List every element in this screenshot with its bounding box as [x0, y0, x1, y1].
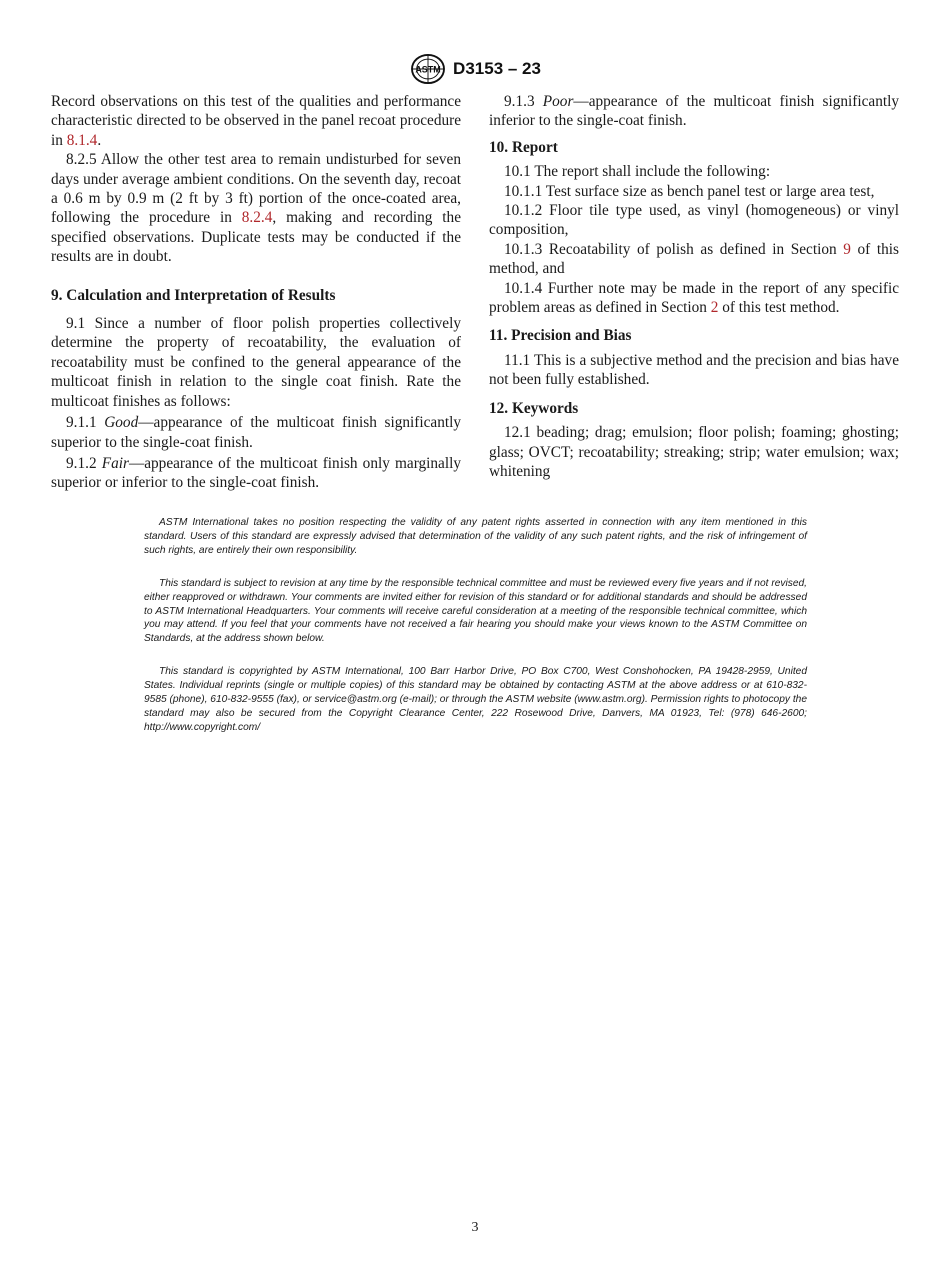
- revision-notice: This standard is subject to revision at any time by the responsible technical committee and must be reviewed every five years and if not revised, either reapproved or withdrawn. Your comments are invited either for revision of this standard or for additional standards and should be addressed to ASTM International Headquarters. Your comments will receive careful consideration at a meeting of the responsible technical committee, which you may attend. If you feel that your comments have not received a fair hearing you should make your views known to the ASTM Committee on Standards, at the address shown below.: [144, 577, 807, 645]
- section-10-heading: 10. Report: [489, 138, 558, 156]
- section-9-heading: 9. Calculation and Interpretation of Results: [51, 286, 336, 304]
- paragraph-10-1: 10.1 The report shall include the following:: [504, 163, 771, 181]
- paragraph-10-1-4: 10.1.4 Further note may be made in the report of any specific problem areas as defined in Section 2 of this test method.: [489, 279, 899, 317]
- astm-logo-icon: [409, 53, 447, 85]
- left-column: [51, 92, 461, 493]
- page-number: 3: [471, 1220, 479, 1235]
- paragraph-9-1-3: 9.1.3 Poor—appearance of the multicoat finish significantly inferior to the single-coat finish.: [489, 93, 899, 130]
- paragraph-11-1: 11.1 This is a subjective method and the precision and bias have not been fully established.: [489, 351, 899, 389]
- ref-link-section-2[interactable]: 2: [710, 299, 719, 317]
- paragraph-9-1-1: 9.1.1 Good—appearance of the multicoat finish significantly superior to the single-coat finish.: [51, 414, 461, 451]
- paragraph-10-1-3: 10.1.3 Recoatability of polish as defined in Section 9 of this method, and: [489, 240, 899, 278]
- copyright-notice: This standard is copyrighted by ASTM International, 100 Barr Harbor Drive, PO Box C700, West Conshohocken, PA 19428-2959, United States. Individual reprints (single or multiple copies) of this standard may be obtained by contacting ASTM at the above address or at 610-832-9585 (phone), 610-832-9555 (fax), or service@astm.org (e-mail); or through the ASTM website (www.astm.org). Permission rights to photocopy the standard may also be secured from the Copyright Clearance Center, 222 Rosewood Drive, Danvers, MA 01923, Tel: (978) 646-2600; http://www.copyright.com/: [144, 666, 807, 733]
- paragraph-9-1: 9.1 Since a number of floor polish properties collectively determine the property of recoatability, the evaluation of recoatability must be confined to the general appearance of the multicoat finish in relation to the single coat finish. Rate the multicoat finishes as follows:: [51, 315, 461, 410]
- svg-text:ASTM: ASTM: [415, 64, 441, 75]
- paragraph-9-1-2: 9.1.2 Fair—appearance of the multicoat finish only marginally superior or inferior to the single-coat finish.: [51, 454, 461, 492]
- ref-link-8-1-4[interactable]: 8.1.4: [66, 131, 98, 149]
- page-header: [0, 52, 950, 86]
- patent-notice: ASTM International takes no position respecting the validity of any patent rights asserted in connection with any item mentioned in this standard. Users of this standard are expressly advised that determination of the validity of any such patent rights, and the risk of infringement of such rights, are entirely their own responsibility.: [144, 517, 807, 556]
- paragraph-10-1-2: 10.1.2 Floor tile type used, as vinyl (homogeneous) or vinyl composition,: [489, 202, 899, 239]
- ref-link-8-2-4[interactable]: 8.2.4: [241, 209, 273, 227]
- right-column: [489, 92, 899, 481]
- ref-link-section-9[interactable]: 9: [843, 240, 851, 258]
- paragraph-10-1-1: 10.1.1 Test surface size as bench panel test or large area test,: [504, 182, 875, 200]
- paragraph-8-2-4-continued: Record observations on this test of the qualities and performance characteristic directed to be observed in the panel recoat procedure in 8.1.4.: [51, 93, 461, 149]
- standard-designation: D3153 – 23: [453, 59, 541, 78]
- section-12-heading: 12. Keywords: [489, 399, 579, 417]
- section-11-heading: 11. Precision and Bias: [489, 327, 632, 345]
- legal-notices: [144, 516, 807, 754]
- paragraph-8-2-5: 8.2.5 Allow the other test area to remain undisturbed for seven days under average ambient conditions. On the seventh day, recoat a 0.6 m by 0.9 m (2 ft by 3 ft) portion of the once-coated area, following the procedure in 8.2.4, making and recording the specified observations. Duplicate tests may be conducted if the results are in doubt.: [51, 151, 461, 266]
- paragraph-12-1: 12.1 beading; drag; emulsion; floor polish; foaming; ghosting; glass; OVCT; recoatability; streaking; strip; water emulsion; wax; whitening: [489, 424, 899, 480]
